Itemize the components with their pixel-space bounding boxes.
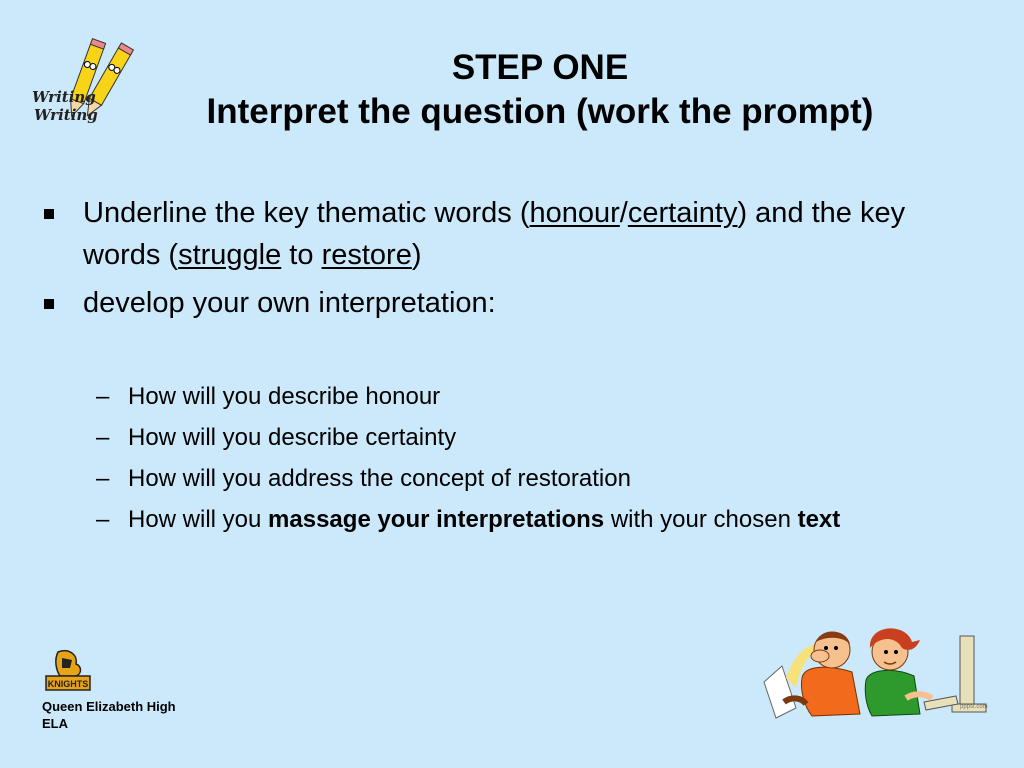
dash-bullet-icon: – — [96, 383, 110, 410]
kids-at-computer-clipart — [756, 618, 992, 722]
title-line-2: Interpret the question (work the prompt) — [206, 92, 874, 131]
sub-bullet-item: – How will you massage your interpretations with your chosen text — [96, 503, 936, 537]
dash-bullet-icon: – — [96, 424, 110, 451]
bullet-item-1: Underline the key thematic words (honour/certainty) and the key words (struggle to restore) — [40, 192, 960, 276]
sub-bullet-list — [96, 380, 936, 544]
school-name: Queen Elizabeth High ELA — [42, 699, 176, 731]
dash-bullet-icon: – — [96, 506, 110, 533]
slide-title — [150, 0, 930, 134]
image-credit: pppst.com — [960, 704, 988, 710]
dash-bullet-icon: – — [96, 465, 110, 492]
underlined-word-honour: honour — [529, 197, 620, 229]
sub-bullet-item: – How will you describe certainty — [96, 421, 936, 455]
main-bullet-list — [40, 192, 960, 330]
square-bullet-icon — [44, 299, 54, 309]
underlined-word-restore: restore — [321, 239, 412, 271]
underlined-word-struggle: struggle — [178, 239, 282, 271]
knights-logo-text: KNIGHTS — [47, 679, 89, 689]
writing-pencils-logo — [28, 36, 148, 136]
logo-text-2: Writing — [34, 106, 98, 124]
square-bullet-icon — [44, 209, 54, 219]
knights-logo — [42, 648, 94, 696]
bullet-item-2: develop your own interpretation: — [40, 282, 960, 324]
underlined-word-certainty: certainty — [627, 197, 738, 229]
sub-bullet-item: – How will you describe honour — [96, 380, 936, 414]
sub-bullet-item: – How will you address the concept of restoration — [96, 462, 936, 496]
logo-text-1: Writing — [32, 88, 96, 106]
title-line-1: STEP ONE — [451, 48, 629, 87]
